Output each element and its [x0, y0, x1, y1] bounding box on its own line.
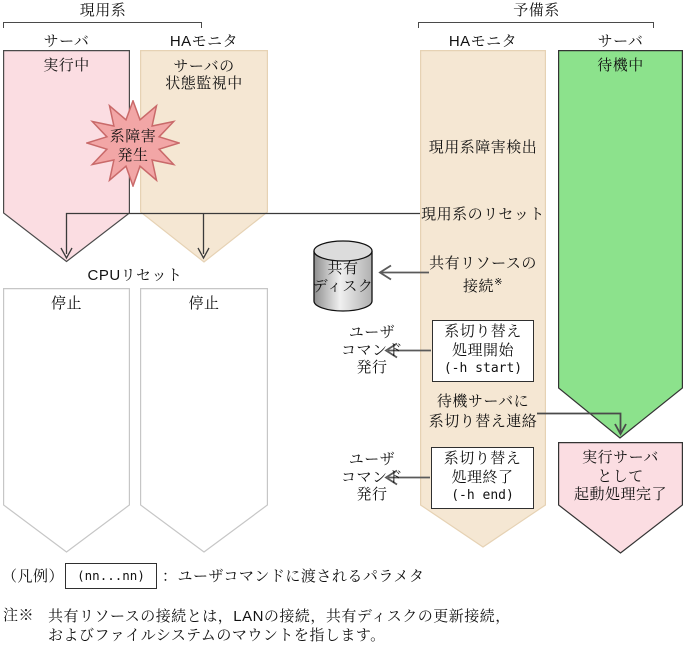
burst-line1: 系障害 [109, 128, 157, 145]
stopped-monitor-shape [140, 288, 268, 553]
switchover-end-box: 系切り替え 処理終了 (-h end) [431, 447, 534, 509]
standby-step-detect: 現用系障害検出 [428, 139, 538, 156]
active-monitor-state: サーバの 状態監視中 [165, 58, 243, 92]
standby-group-title: 予備系 [513, 2, 560, 19]
legend-description: ：ユーザコマンドに渡されるパラメタ [162, 568, 425, 585]
legend-sample-box [65, 563, 157, 589]
user-command-label-end: ユーザ コマンド 発行 [340, 451, 403, 503]
stopped-monitor-state: 停止 [188, 295, 220, 312]
shared-disk-label: 共有 ディスク [312, 260, 374, 295]
cpu-reset-label: CPUリセット [87, 267, 183, 284]
standby-step-reset: 現用系のリセット [421, 206, 545, 223]
burst-line2: 発生 [117, 146, 149, 164]
standby-server-state: 待機中 [597, 57, 644, 74]
column-header-standby-server: サーバ [597, 33, 644, 50]
column-header-standby-monitor: HAモニタ [448, 33, 518, 50]
standby-group-bracket [418, 22, 654, 28]
standby-step-notify: 待機サーバに 系切り替え連絡 [428, 393, 538, 430]
stopped-server-shape [3, 288, 130, 553]
result-server-state: 実行サーバ として 起動処理完了 [573, 449, 667, 503]
failure-burst-text [86, 128, 180, 165]
switchover-start-box: 系切り替え 処理開始 (-h start) [432, 320, 534, 382]
note-text: 共有リソースの接続とは，LANの接続，共有ディスクの更新接続， およびファイルシステムのマウントを指します。 [48, 608, 511, 644]
note-mark: 注※ [3, 607, 35, 624]
user-command-label-start: ユーザ コマンド 発行 [340, 324, 403, 376]
column-header-active-monitor: HAモニタ [169, 33, 239, 50]
standby-step-connect: 共有リソースの 接続※ [429, 255, 537, 295]
active-group-bracket [3, 22, 202, 28]
column-header-active-server: サーバ [43, 33, 90, 50]
standby-server-arrow-shape [558, 50, 683, 439]
active-server-state: 実行中 [43, 57, 90, 74]
active-group-title: 現用系 [79, 2, 127, 19]
reference-mark: ※ [494, 277, 503, 288]
legend-sample: (nn...nn) [77, 568, 145, 583]
legend-label: （凡例） [2, 568, 65, 585]
stopped-server-state: 停止 [50, 295, 82, 312]
